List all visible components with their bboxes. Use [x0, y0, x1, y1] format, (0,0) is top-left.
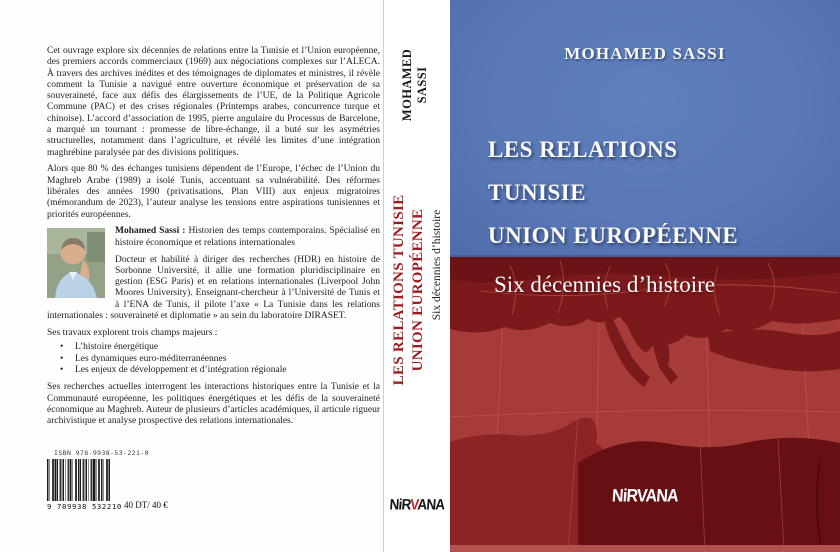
barcode-number: 9 789938 532210 — [47, 502, 122, 511]
publisher-logo-front — [450, 488, 840, 506]
front-author-name: MOHAMED SASSI — [564, 44, 726, 63]
publisher-logo-text: ANA — [416, 496, 445, 513]
synopsis-paragraph-2: Alors que 80 % des échanges tunisiens dépendent de l’Europe, l’échec de l’Union du Maghreb Arabe (1989) a isolé Tunis, accentuant sa vulnérabilité. Des réformes libérales des années 1990 (privatisations, Plan VIII) aux enjeux migratoires (mémorandum de 2023), l’auteur analyse les tensions entre aspirations tunisiennes et priorités européennes. — [47, 164, 380, 220]
spine-title-line2: UNION EUROPÉENNE — [410, 208, 426, 372]
synopsis-paragraph-1: Cet ouvrage explore six décennies de relations entre la Tunisie et l’Union européenne, des premiers accords commerciaux (1969) aux négociations complexes sur l’ALECA. À travers des archives inédites et des témoignages de diplomates et ministres, il révèle comment la Tunisie a navigué entre ouverture économique et préservation de sa souveraineté, face aux défis des élargissements de l’UE, de la Politique Agricole Commune (PAC) et des crises régionales (Printemps arabes, concurrence turque et chinoise). L’accord d’association de 1995, pierre angulaire du Processus de Barcelone, a marqué un tournant : promesse de libre-échange, il a buté sur les asymétries structurelles, notamment dans l’agriculture, et révélé les limites d’une intégration maghrébine paralysée par des divisions politiques. — [47, 46, 380, 158]
spine-title-line1: LES RELATIONS TUNISIE — [391, 194, 407, 386]
field-item: • Les enjeux de développement et d’intégration régionale — [60, 365, 380, 377]
spine-title — [390, 195, 428, 386]
front-title-line1: LES RELATIONS — [488, 137, 678, 162]
fields-list — [60, 342, 380, 377]
field-item: • Les dynamiques euro-méditerranéennes — [60, 354, 380, 366]
author-bio-paragraph: Docteur et habilité à diriger des recherches (HDR) en histoire de Sorbonne Université, il allie une formation pluridisciplinaire en gestion (ESG Paris) et en relations internationales (Liverpool John Moores University). Enseignant-chercheur à l’Université de Tunis et à l’ENA de Tunis, il pilote l’axe « La Tunisie dans les relations internationales : souveraineté et diplomatie » au sein du laboratoire DIRASET. — [47, 254, 380, 322]
back-cover — [0, 0, 383, 552]
author-intro: Historien des temps contemporains. Spécialisé en histoire économique et relations internationales — [115, 226, 380, 248]
spine-author-line2: SASSI — [415, 66, 429, 104]
spine — [383, 0, 450, 552]
publisher-logo-text: NiRVANA — [611, 486, 679, 506]
spine-author — [400, 49, 430, 121]
publisher-logo-text: NiR — [389, 496, 411, 513]
closing-paragraph: Ses recherches actuelles interrogent les interactions historiques entre la Tunisie et la Communauté européenne, les politiques énergétiques et les défis de la souveraineté économique au Maghreb. Auteur de plusieurs d’articles académiques, il articule rigueur archivistique et analyse prospective des relations internationales. — [47, 382, 380, 427]
spine-subtitle: Six décennies d’histoire — [431, 209, 443, 321]
author-name: Mohamed Sassi : — [115, 226, 186, 237]
front-cover-red-section — [450, 257, 840, 552]
front-title-line2: TUNISIE — [488, 180, 587, 205]
field-item: • L’histoire énergétique — [60, 342, 380, 354]
barcode — [47, 459, 111, 501]
author-bio-block — [47, 226, 380, 322]
front-title-line3: UNION EUROPÉENNE — [488, 223, 739, 248]
fields-header: Ses travaux explorent trois champs majeurs : — [47, 327, 218, 338]
publisher-logo-v: V — [409, 496, 419, 513]
front-subtitle: Six décennies d’histoire — [494, 272, 716, 297]
price-label: 40 DT/ 40 € — [124, 500, 168, 510]
spine-author-line1: MOHAMED — [400, 48, 414, 122]
front-title — [488, 128, 738, 257]
back-cover-text-column — [47, 46, 380, 433]
isbn-barcode-block — [47, 449, 168, 511]
author-photo — [47, 228, 105, 298]
europe-mediterranean-map — [450, 257, 840, 552]
isbn-label: ISBN 978-9938-53-221-0 — [54, 449, 149, 457]
front-cover — [450, 0, 840, 552]
publisher-logo-spine — [390, 496, 445, 514]
